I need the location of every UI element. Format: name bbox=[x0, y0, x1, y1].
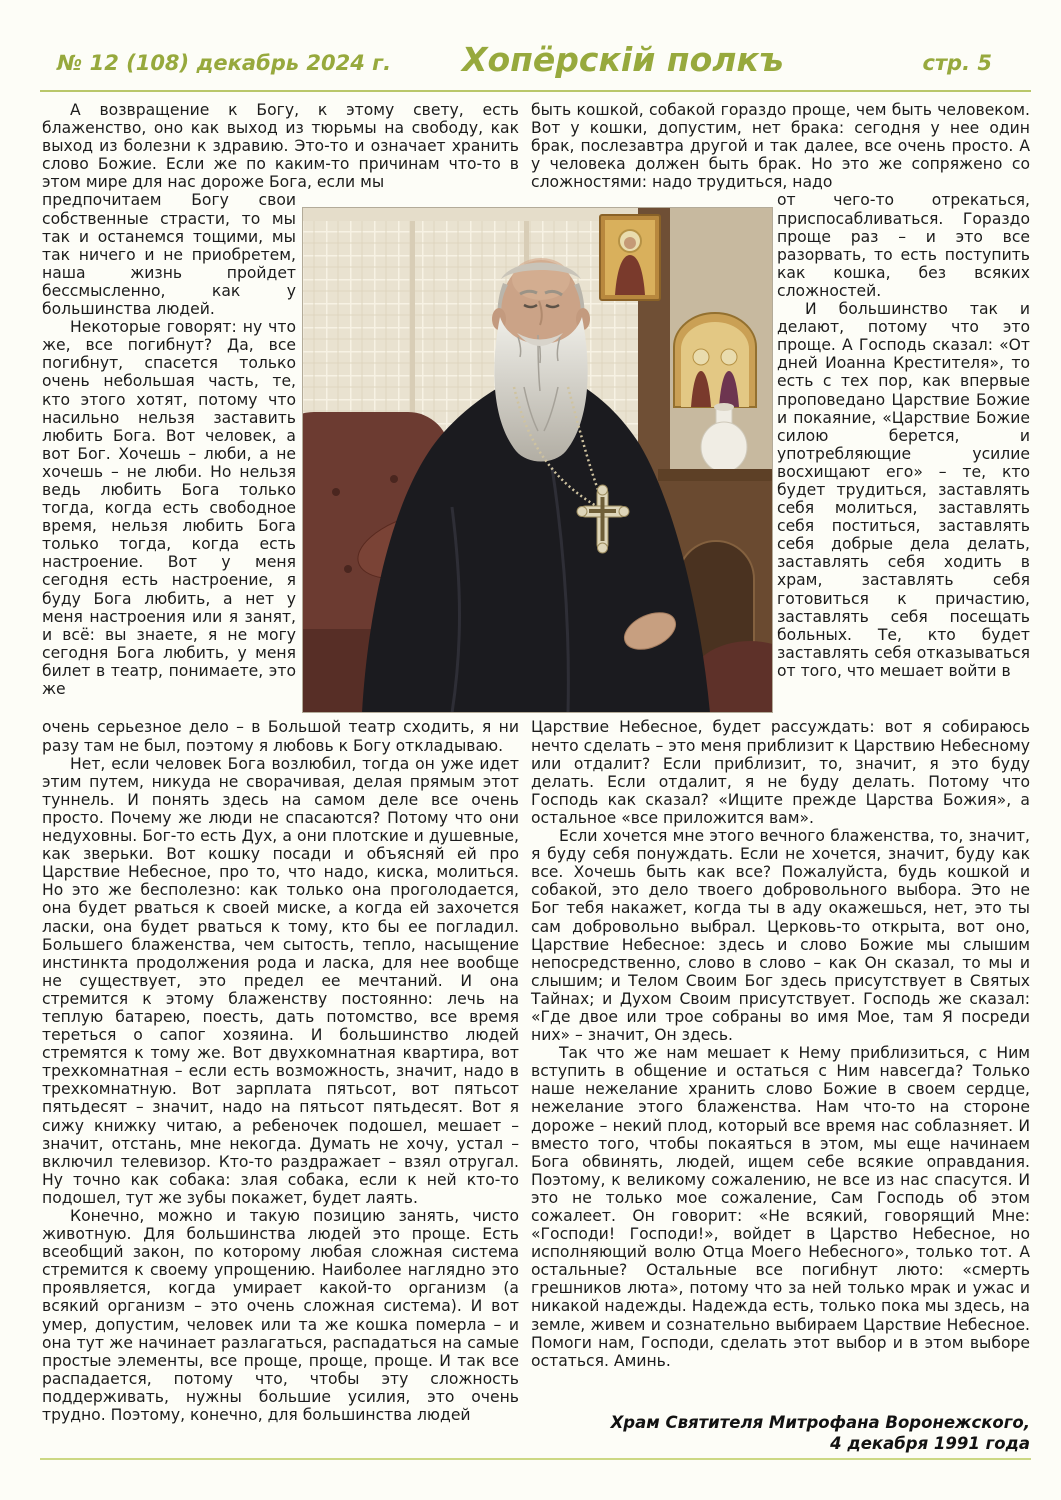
paragraph: предпочитаем Богу свои собственные страсти, то мы так и останемся тощими, мы так ничего и не приобретем, наша жизнь пройдет бессмысленно, как у большинства людей. bbox=[42, 191, 296, 319]
signature-line-2: 4 декабря 1991 года bbox=[830, 1434, 1030, 1453]
text-wrap-beside-photo-left bbox=[42, 191, 296, 718]
paragraph: А возвращение к Богу, к этому свету, есть блаженство, оно как выход из тюрьмы на свободу, как выход из болезни к здравию. Это-то и означает хранить слово Божие. Если же по каким-то причинам что-то в этом мире для нас дороже Бога, если мы bbox=[42, 101, 519, 192]
issue-label: № 12 (108) декабрь 2024 г. bbox=[57, 51, 392, 75]
paragraph: Некоторые говорят: ну что же, все погибнут? Да, все погибнут, спасется только очень небольшая часть, те, кто этого хотят, потому что насильно нельзя заставить любить Бога. Вот человек, а вот Бог. Хочешь – люби, а не хочешь – не люби. Но нельзя ведь любить Бога только тогда, когда есть свободное время, нельзя любить Бога только тогда, когда есть настроение. Вот у меня сегодня есть настроение, я буду Бога любить, а нет у меня настроения или я занят, и всё: вы знаете, я не могу сегодня Бога любить, у меня билет в театр, понимаете, это же bbox=[42, 318, 296, 698]
icon-lower bbox=[674, 313, 756, 407]
paragraph: Нет, если человек Бога возлюбил, тогда он уже идет этим путем, никуда не сворачивая, делая прямым этот туннель. И понять здесь на самом деле все очень просто. Почему же люди не спасаются? Потому что они недуховны. Бог-то есть Дух, а они плотские и душевные, как зверьки. Вот кошку посади и объясняй ей про Царствие Небесное, про то, что надо, киска, молиться. Но это же бесполезно: как только она проголодается, она будет рваться к своей миске, а когда ей захочется ласки, она будет рваться к тому, кто бы ее погладил. Большего блаженства, чем сытость, тепло, насыщение инстинкта продолжения рода и ласка, для нее вообще не существует, это предел ее мечтаний. И она стремится к этому блаженству постоянно: лечь на теплую батарею, поесть, дать потомство, все время тереться о сапог хозяина. И большинство людей стремятся к тому же. Вот двухкомнатная квартира, вот трехкомнатная – если есть возможность, значит, надо в трехкомнатную. Вот зарплата пятьсот, вот пятьсот пятьдесят – значит, надо на пятьсот пятьдесят. Вот я сижу книжку читаю, а ребеночек подошел, мешает – значит, отстань, мне некогда. Думать не хочу, устал – включил телевизор. Кто-то раздражает – взял отругал. Ну точно как собака: злая собака, если к ней кто-то подошел, тут же зубы покажет, будет лаять. bbox=[42, 754, 519, 1207]
footer-rule bbox=[40, 1458, 1031, 1460]
paragraph: И большинство так и делают, потому что это проще. А Господь сказал: «От дней Иоанна Крестителя», то есть с тех пор, как впервые проповедано Царствие Божие и покаяние, «Царствие Божие силою берется, и употребляющие усилие восхищают его» – те, кто будет трудиться, заставлять себя молиться, заставлять себя поститься, заставлять себя добрые дела делать, заставлять себя ходить в храм, заставлять себя готовиться к причастию, заставлять себя посещать больных. Те, кто будет заставлять себя отказываться от того, что мешает войти в bbox=[777, 300, 1030, 680]
paragraph: Так что же нам мешает к Нему приблизиться, с Ним вступить в общение и остаться с Ним навсегда? Только наше нежелание хранить слово Божие в своем сердце, нежелание этого блаженства. Нам что-то на стороне дороже – некий плод, который все время нас соблазняет. И вместо того, чтобы покаяться в этом, мы еще начинаем Бога обвинять, людей, ищем себе всякие оправдания. Поэтому, к великому сожалению, не все из нас спасутся. И это не только мое сожаление, Сам Господь об этом сожалеет. Он говорит: «Не всякий, говорящий Мне: «Господи! Господи!», войдет в Царство Небесное, но исполняющий волю Отца Моего Небесного», только тот. А остальные? Остальные все погибнут люто: «смерть грешников люта», потому что за ней только мрак и ужас и никакой надежды. Надежда есть, только пока мы здесь, на земле, живем и сознательно выбираем Царствие Небесное. Помоги нам, Господи, сделать этот выбор и в этом выборе остаться. Аминь. bbox=[531, 1044, 1030, 1370]
paragraph: Конечно, можно и такую позицию занять, чисто животную. Для большинства людей это проще. Есть всеобщий закон, по которому любая сложная система стремится к своему упрощению. Наиболее наглядно это проявляется, когда умирает какой-то организм (а всякий организм – это очень сложная система). И вот умер, допустим, человек или та же кошка померла – и она тут же начинает разлагаться, распадаться на самые простые элементы, все проще, проще, проще. И так все распадается, потому что, чтобы эту сложность поддерживать, нужны большие усилия, это очень трудно. Поэтому, конечно, для большинства людей bbox=[42, 1207, 519, 1425]
priest-photo bbox=[302, 207, 773, 713]
paragraph: быть кошкой, собакой гораздо проще, чем быть человеком. Вот у кошки, допустим, нет брака: сегодня у нее один брак, послезавтра другой и так далее, все очень просто. А у человека должен быть брак. Но это же сопряжено со сложностями: надо трудиться, надо bbox=[531, 101, 1030, 192]
paragraph: очень серьезное дело – в Большой театр сходить, я ни разу там не был, поэтому я любовь к Богу откладываю. bbox=[42, 718, 519, 755]
paragraph: от чего-то отрекаться, приспосабливаться. Гораздо проще раз – и это все разорвать, то есть поступить как кошка, без всяких сложностей. bbox=[777, 191, 1030, 300]
shelf bbox=[658, 469, 773, 481]
signature-line-1: Храм Святителя Митрофана Воронежского, bbox=[610, 1413, 1030, 1432]
newspaper-title: Хопёрскій полкъ bbox=[462, 40, 784, 79]
icon-top bbox=[600, 215, 660, 300]
text-wrap-beside-photo-right bbox=[777, 191, 1030, 718]
header-rule bbox=[40, 90, 1031, 92]
page-number: стр. 5 bbox=[922, 51, 992, 75]
paragraph: Если хочется мне этого вечного блаженства, то, значит, я буду себя понуждать. Если не хочется, значит, буду как все. Хочешь быть как все? Пожалуйста, будь кошкой и собакой, это дело твоего добровольного выбора. Это не Бог тебя накажет, когда ты в аду окажешься, нет, это ты сам добровольно выбрал. Церковь-то открыта, вот оно, Царствие Небесное: здесь и слово Божие мы слышим непосредственно, слово в слово – как Он сказал, то мы и слышим; и Телом Своим Бог здесь присутствует в Святых Тайнах; и Духом Своим присутствует. Господь же сказал: «Где двое или трое собраны во имя Мое, там Я посреди них» – значит, Он здесь. bbox=[531, 827, 1030, 1045]
paragraph: Царствие Небесное, будет рассуждать: вот я собираюсь нечто сделать – это меня приблизит к Царствию Небесному или отдалит? Если приблизит, то, значит, я это буду делать. Если отдалит, я не буду делать. Потому что Господь как сказал? «Ищите прежде Царства Божия», а остальное «все приложится вам». bbox=[531, 718, 1030, 827]
article-signature bbox=[531, 1412, 1030, 1454]
